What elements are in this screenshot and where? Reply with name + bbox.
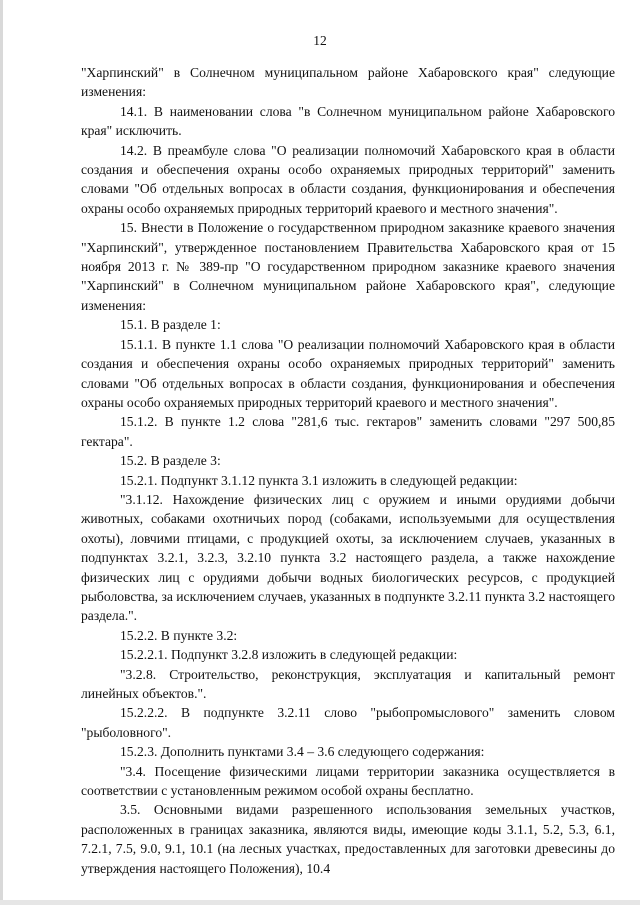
paragraph-15-2-2: 15.2.2. В пункте 3.2: — [120, 627, 238, 643]
paragraph-15: 15. Внести в Положение о государственном природном заказнике краевого значения "Харпинский", утвержденное постановлением Правительства Хабаровского края от 15 ноября 2013 г. № 389-пр "О государственном природном заказнике краевого значения "Харпинский" в Солнечном муниципальном районе Хабаровского края", следующие изменения: — [81, 220, 615, 313]
paragraph-3-4-quote: "3.4. Посещение физическими лицами территории заказника осуществляется в соответствии с установленным режимом особой охраны бесплатно. — [81, 763, 615, 799]
paragraph-3-5: 3.5. Основными видами разрешенного использования земельных участков, расположенных в границах заказника, являются виды, имеющие коды 3.1.1, 5.2, 5.3, 6.1, 7.2.1, 7.5, 9.0, 9.1, 10.1 (на лесных участках, предоставленных для заготовки древесины до утверждения настоящего Положения), 10.4 — [81, 802, 615, 876]
paragraph-15-2-2-1: 15.2.2.1. Подпункт 3.2.8 изложить в следующей редакции: — [120, 647, 458, 663]
paragraph-15-1: 15.1. В разделе 1: — [120, 317, 221, 333]
paragraph-3-1-12-quote: "3.1.12. Нахождение физических лиц с оружием и иными орудиями добычи животных, собаками охотничьих пород (собаками, используемыми для осуществления охоты), ловчими птицами, с продукцией охоты, за исключением случаев, указанных в подпунктах 3.2.1, 3.2.3, 3.2.10 пункта 3.2 настоящего раздела, а также нахождение физических лиц с орудиями добычи водных биологических ресурсов, с продукцией рыболовства, за исключением случаев, указанных в подпункте 3.2.11 пункта 3.2 настоящего раздела.". — [81, 491, 615, 624]
scan-left-edge — [0, 0, 3, 905]
paragraph-intro: "Харпинский" в Солнечном муниципальном районе Хабаровского края" следующие изменения: — [81, 65, 615, 100]
paragraph-15-2-2-2: 15.2.2.2. В подпункте 3.2.11 слово "рыбопромыслового" заменить словом "рыболовного". — [81, 705, 615, 740]
paragraph-14-1: 14.1. В наименовании слова "в Солнечном муниципальном районе Хабаровского края" исключить. — [81, 103, 615, 139]
scan-bottom-edge — [0, 900, 640, 905]
document-body — [81, 63, 615, 878]
paragraph-15-1-2: 15.1.2. В пункте 1.2 слова "281,6 тыс. гектаров" заменить словами "297 500,85 гектара". — [81, 414, 615, 449]
paragraph-15-2-1: 15.2.1. Подпункт 3.1.12 пункта 3.1 изложить в следующей редакции: — [120, 472, 518, 488]
paragraph-15-2: 15.2. В разделе 3: — [120, 453, 221, 469]
paragraph-14-2: 14.2. В преамбуле слова "О реализации полномочий Хабаровского края в области создания и обеспечения охраны особо охраняемых природных территорий" заменить словами "Об отдельных вопросах в области создания, функционирования и обеспечения охраны особо охраняемых природных территорий краевого и местного значения". — [81, 142, 615, 216]
paragraph-15-1-1: 15.1.1. В пункте 1.1 слова "О реализации полномочий Хабаровского края в области создания и обеспечения охраны особо охраняемых природных территорий" заменить словами "Об отдельных вопросах в области создания, функционирования и обеспечения охраны особо охраняемых природных территорий краевого и местного значения". — [81, 336, 615, 410]
page-number: 12 — [313, 33, 327, 48]
paragraph-15-2-3: 15.2.3. Дополнить пунктами 3.4 – 3.6 следующего содержания: — [120, 744, 485, 760]
paragraph-3-2-8-quote: "3.2.8. Строительство, реконструкция, эксплуатация и капитальный ремонт линейных объектов.". — [81, 666, 615, 701]
